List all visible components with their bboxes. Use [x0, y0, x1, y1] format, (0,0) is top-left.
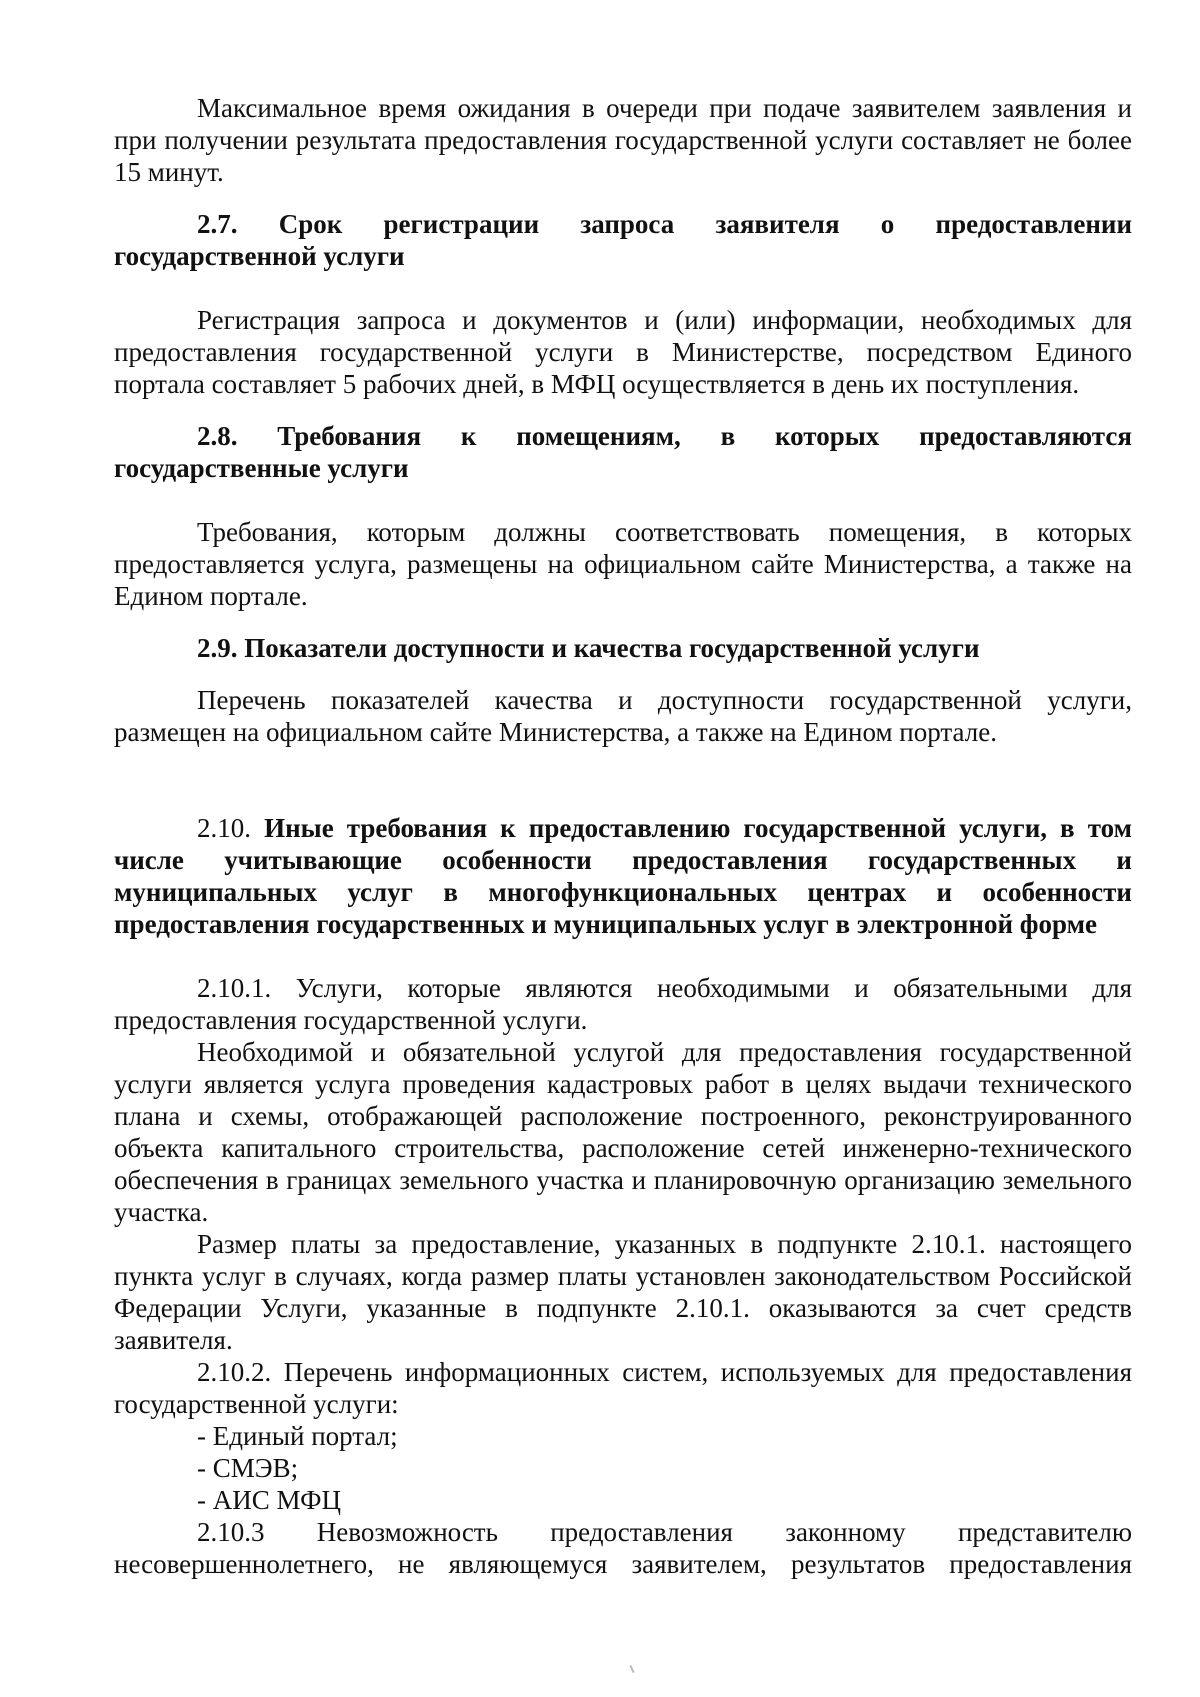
section-2-10-1-paragraph: 2.10.1. Услуги, которые являются необходимыми и обязательными для предоставления государственной услуги.: [114, 973, 1132, 1035]
section-2-10-1-required-service: Необходимой и обязательной услугой для предоставления государственной услуги является услуга проведения кадастровых работ в целях выдачи технического плана и схемы, отображающей расположение построенного, реконструированного объекта капитального строительства, расположение сетей инженерно-технического обеспечения в границах земельного участка и планировочную организацию земельного участка.: [114, 1037, 1132, 1227]
document-page: [114, 92, 1132, 1580]
section-2-10-number: 2.10.: [197, 813, 251, 843]
list-item: - СМЭВ;: [197, 1453, 299, 1483]
section-2-10-3-paragraph: 2.10.3 Невозможность предоставления законному представителю несовершеннолетнего, не являющемуся заявителем, результатов предоставления: [114, 1517, 1132, 1579]
section-2-7-paragraph: Регистрация запроса и документов и (или) информации, необходимых для предоставления государственной услуги в Министерстве, посредством Единого портала составляет 5 рабочих дней, в МФЦ осуществляется в день их поступления.: [114, 305, 1132, 399]
section-2-9-heading: 2.9. Показатели доступности и качества государственной услуги: [197, 633, 980, 663]
section-2-8-paragraph: Требования, которым должны соответствовать помещения, в которых предоставляется услуга, размещены на официальном сайте Министерства, а также на Едином портале.: [114, 517, 1132, 611]
section-2-10-heading: [114, 812, 1132, 940]
section-2-9-paragraph: Перечень показателей качества и доступности государственной услуги, размещен на официальном сайте Министерства, а также на Едином портале.: [114, 685, 1132, 747]
section-2-7-heading: 2.7. Срок регистрации запроса заявителя о предоставлении государственной услуги: [114, 209, 1132, 271]
intro-paragraph: Максимальное время ожидания в очереди при подаче заявителем заявления и при получении результата предоставления государственной услуги составляет не более 15 минут.: [114, 93, 1132, 187]
section-2-10-1-fee: Размер платы за предоставление, указанных в подпункте 2.10.1. настоящего пункта услуг в случаях, когда размер платы установлен законодательством Российской Федерации Услуги, указанные в подпункте 2.10.1. оказываются за счет средств заявителя.: [114, 1229, 1132, 1355]
list-item: - АИС МФЦ: [197, 1485, 341, 1515]
list-item: - Единый портал;: [197, 1421, 398, 1451]
section-2-10-2-paragraph: 2.10.2. Перечень информационных систем, используемых для предоставления государственной услуги:: [114, 1357, 1132, 1419]
section-2-8-heading: 2.8. Требования к помещениям, в которых предоставляются государственные услуги: [114, 421, 1132, 483]
scan-mark: [629, 1665, 634, 1673]
section-2-10-title: Иные требования к предоставлению государственной услуги, в том числе учитывающие особенности предоставления государственных и муниципальных услуг в многофункциональных центрах и особенности предоставления государственных и муниципальных услуг в электронной форме: [114, 813, 1132, 939]
